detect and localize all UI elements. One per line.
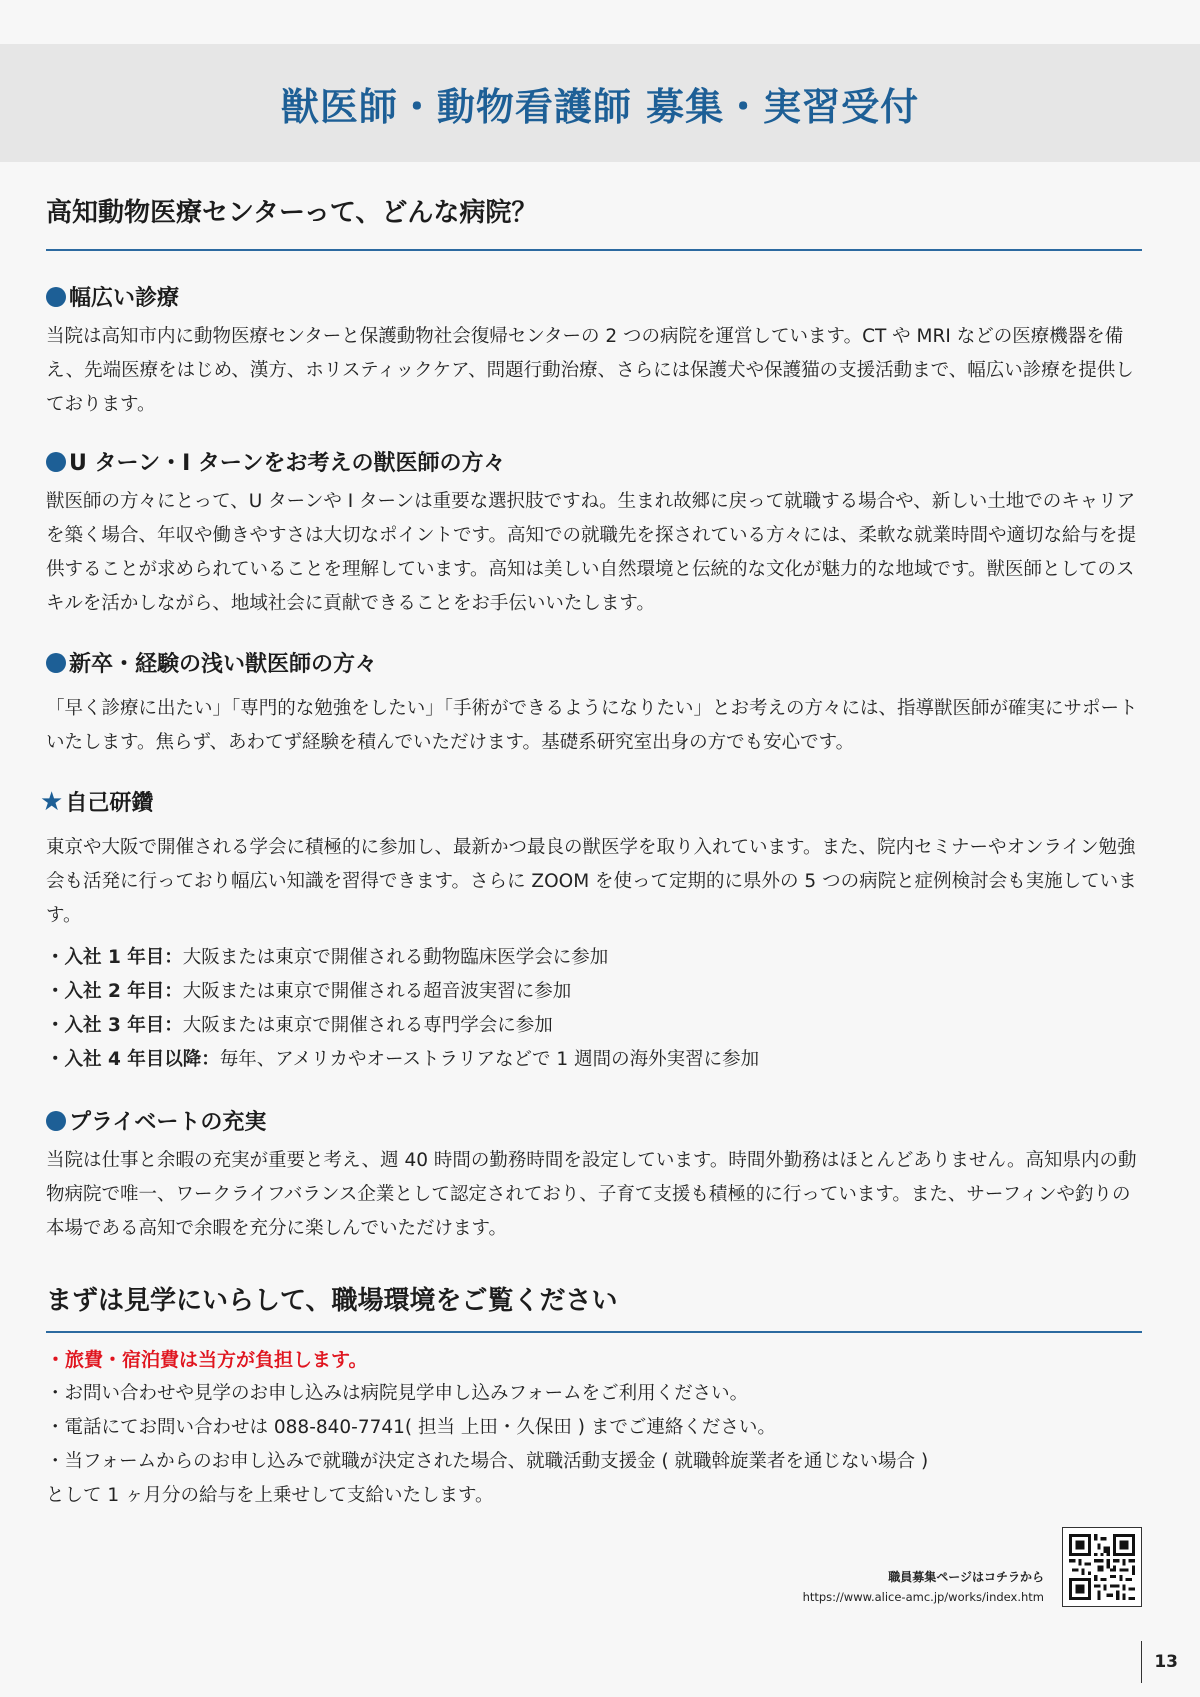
bullet-dot-icon [46, 653, 66, 673]
visit-title: まずは見学にいらして、職場環境をご覧ください [46, 1280, 1142, 1333]
section-heading [40, 786, 1142, 817]
bullet-dot-icon [46, 1111, 66, 1131]
qr-code-icon[interactable] [1062, 1527, 1142, 1607]
list-item-label: ・入社 3 年目： [46, 1015, 183, 1036]
visit-line: として 1 ヶ月分の給与を上乗せして支給いたします。 [46, 1485, 494, 1506]
bullet-dot-icon [46, 287, 66, 307]
bullet-dot-icon [46, 452, 66, 472]
section-paragraph: 東京や大阪で開催される学会に積極的に参加し、最新かつ最良の獣医学を取り入れています。また、院内セミナーやオンライン勉強会も活発に行っており幅広い知識を習得できます。さらに ZOOM を使って定期的に県外の 5 つの病院と症例検討会も実施しています。 [46, 837, 1137, 926]
list-item [46, 975, 1142, 1009]
page-content [40, 192, 1142, 1513]
list-item-label: ・入社 2 年目： [46, 981, 183, 1002]
training-list [46, 941, 1142, 1077]
section-new-graduates [46, 647, 1142, 760]
section-paragraph: 当院は高知市内に動物医療センターと保護動物社会復帰センターの 2 つの病院を運営しています。CT や MRI などの医療機器を備え、先端医療をはじめ、漢方、ホリスティックケア、問題行動治療、さらには保護犬や保護猫の支援活動まで、幅広い診療を提供しております。 [46, 326, 1134, 415]
section-title: 自己研鑽 [65, 791, 154, 816]
list-item-label: ・入社 1 年目： [46, 947, 183, 968]
qr-area [803, 1527, 1142, 1607]
section-wide-care [46, 281, 1142, 422]
list-item [46, 941, 1142, 975]
visit-line: ・当フォームからのお申し込みで就職が決定された場合、就職活動支援金 ( 就職斡旋業者を通じない場合 ) [46, 1451, 929, 1472]
list-item-text: 大阪または東京で開催される動物臨床医学会に参加 [182, 947, 609, 968]
page-number: 13 [1141, 1641, 1178, 1683]
section-heading [46, 1105, 1142, 1136]
list-item-text: 大阪または東京で開催される専門学会に参加 [182, 1015, 553, 1036]
travel-expense-note: ・旅費・宿泊費は当方が負担します。 [46, 1349, 368, 1371]
section-title: 新卒・経験の浅い獣医師の方々 [69, 652, 378, 677]
section-private-life [46, 1105, 1142, 1246]
page-title: 高知動物医療センターって、どんな病院？ [46, 192, 1142, 251]
banner-title: 獣医師・動物看護師 募集・実習受付 [280, 83, 920, 129]
list-item-label: ・入社 4 年目以降： [46, 1049, 220, 1070]
star-icon: ★ [40, 786, 64, 817]
section-self-improvement [40, 786, 1142, 1077]
section-visit [46, 1280, 1142, 1513]
list-item [46, 1009, 1142, 1043]
visit-line: ・お問い合わせや見学のお申し込みは病院見学申し込みフォームをご利用ください。 [46, 1383, 749, 1404]
section-u-i-turn [46, 446, 1142, 621]
qr-url[interactable]: https://www.alice-amc.jp/works/index.htm [802, 1590, 1044, 1604]
section-title: U ターン・I ターンをお考えの獣医師の方々 [69, 451, 506, 476]
section-heading [46, 647, 1142, 678]
section-paragraph: 当院は仕事と余暇の充実が重要と考え、週 40 時間の勤務時間を設定しています。時間外勤務はほとんどありません。高知県内の動物病院で唯一、ワークライフバランス企業として認定されており、子育て支援も積極的に行っています。また、サーフィンや釣りの本場である高知で余暇を充分に楽しんでいただけます。 [46, 1150, 1137, 1239]
section-title: プライベートの充実 [69, 1110, 267, 1135]
section-paragraph: 獣医師の方々にとって、U ターンや I ターンは重要な選択肢ですね。生まれ故郷に戻って就職する場合や、新しい土地でのキャリアを築く場合、年収や働きやすさは大切なポイントです。高知での就職先を探されている方々には、柔軟な就業時間や適切な給与を提供することが求められていることを理解しています。高知は美しい自然環境と伝統的な文化が魅力的な地域です。獣医師としてのスキルを活かしながら、地域社会に貢献できることをお手伝いいたします。 [46, 491, 1137, 614]
list-item [46, 1043, 1142, 1077]
list-item-text: 大阪または東京で開催される超音波実習に参加 [182, 981, 572, 1002]
section-heading [46, 281, 1142, 312]
section-paragraph: 「早く診療に出たい」「専門的な勉強をしたい」「手術ができるようになりたい」とお考えの方々には、指導獣医師が確実にサポートいたします。焦らず、あわてず経験を積んでいただけます。基礎系研究室出身の方でも安心です。 [46, 698, 1138, 753]
list-item-text: 毎年、アメリカやオーストラリアなどで 1 週間の海外実習に参加 [219, 1049, 760, 1070]
section-heading [46, 446, 1142, 477]
header-banner [0, 44, 1200, 162]
section-title: 幅広い診療 [69, 286, 180, 311]
qr-caption [803, 1567, 1044, 1607]
qr-caption-title: 職員募集ページはコチラから [888, 1570, 1044, 1584]
visit-line: ・電話にてお問い合わせは 088-840-7741( 担当 上田・久保田 ) までご連絡ください。 [46, 1417, 776, 1438]
